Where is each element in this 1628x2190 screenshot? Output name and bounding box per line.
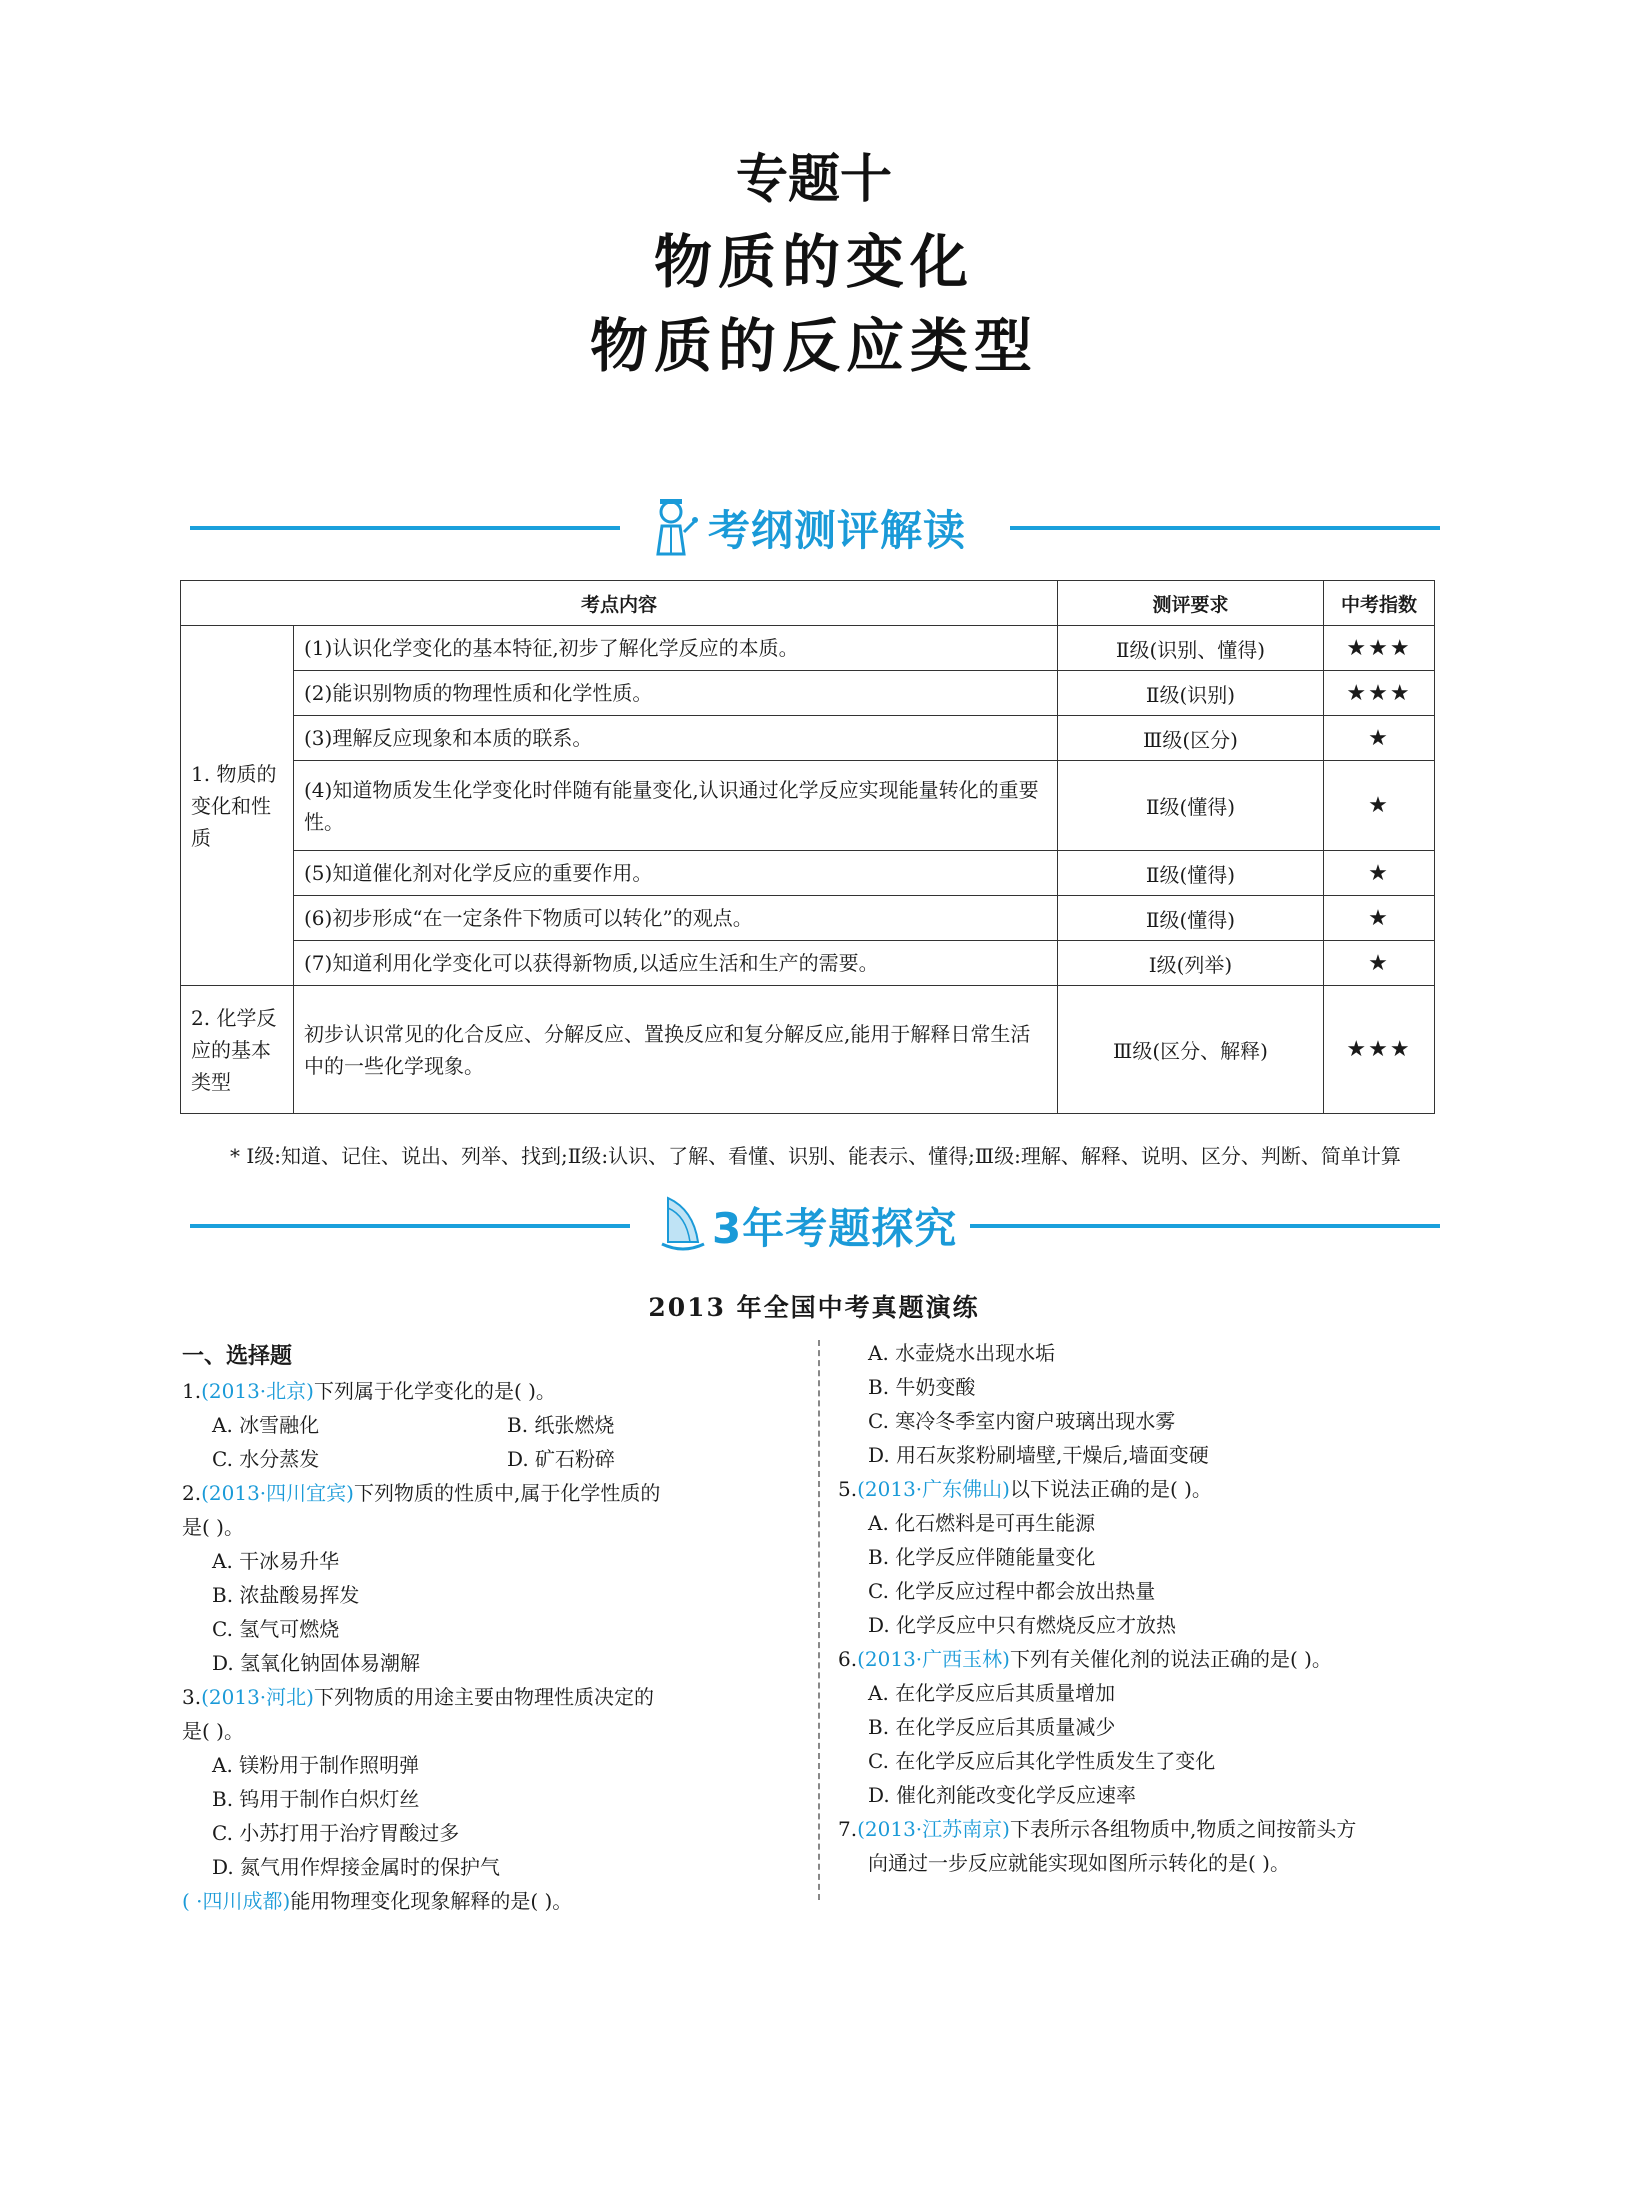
- option-a: A. 冰雪融化: [212, 1413, 320, 1437]
- topic-title: 专题十: [735, 150, 892, 210]
- row-stars: ★: [1324, 941, 1435, 986]
- table-row: [181, 986, 1435, 1114]
- option-a: A. 干冰易升华: [212, 1549, 340, 1573]
- option-b: B. 在化学反应后其质量减少: [868, 1715, 1116, 1739]
- row-req: Ⅱ级(识别、懂得): [1058, 626, 1324, 671]
- section-heading: 一、选择题: [182, 1344, 293, 1369]
- question-source: (2013·广西玉林): [857, 1647, 1010, 1671]
- question-source: ( ·四川成都): [182, 1889, 291, 1913]
- banner-line-left: [190, 526, 620, 530]
- banner-exam: [190, 1196, 1440, 1256]
- question-5: 5.(2013·广东佛山)以下说法正确的是( )。: [838, 1477, 1212, 1501]
- table-row: [181, 851, 1435, 896]
- row-text: (5)知道催化剂对化学反应的重要作用。: [294, 851, 1058, 896]
- category-cell: 2. 化学反应的基本类型: [181, 986, 294, 1114]
- option-a: A. 在化学反应后其质量增加: [868, 1681, 1116, 1705]
- row-req: Ⅰ级(列举): [1058, 941, 1324, 986]
- header-content: 考点内容: [181, 581, 1058, 626]
- table-row: [181, 941, 1435, 986]
- question-6: 6.(2013·广西玉林)下列有关催化剂的说法正确的是( )。: [838, 1647, 1332, 1671]
- option-c: C. 在化学反应后其化学性质发生了变化: [868, 1749, 1216, 1773]
- option-b: B. 牛奶变酸: [868, 1375, 976, 1399]
- banner-line-left: [190, 1224, 630, 1228]
- row-text: (4)知道物质发生化学变化时伴随有能量变化,认识通过化学反应实现能量转化的重要性。: [294, 761, 1058, 851]
- right-column: [838, 1336, 1458, 1880]
- table-row: [181, 626, 1435, 671]
- option-d: D. 化学反应中只有燃烧反应才放热: [868, 1613, 1177, 1637]
- question-source: (2013·广东佛山): [857, 1477, 1010, 1501]
- row-text: 初步认识常见的化合反应、分解反应、置换反应和复分解反应,能用于解释日常生活中的一些化学现象。: [294, 986, 1058, 1114]
- option-d: D. 矿石粉碎: [507, 1447, 616, 1471]
- banner-line-right: [970, 1224, 1440, 1228]
- main-title-1: 物质的变化: [653, 228, 974, 296]
- question-source: (2013·北京): [201, 1379, 314, 1403]
- row-text: (3)理解反应现象和本质的联系。: [294, 716, 1058, 761]
- header-index: 中考指数: [1324, 581, 1435, 626]
- option-a: A. 镁粉用于制作照明弹: [212, 1753, 420, 1777]
- question-7: 7.(2013·江苏南京)下表所示各组物质中,物质之间按箭头方: [838, 1817, 1357, 1841]
- table-row: [181, 671, 1435, 716]
- row-stars: ★: [1324, 851, 1435, 896]
- option-b: B. 纸张燃烧: [507, 1413, 615, 1437]
- main-title-2: 物质的反应类型: [589, 312, 1038, 380]
- option-b: B. 浓盐酸易挥发: [212, 1583, 360, 1607]
- banner-exam-label: 3年考题探究: [712, 1204, 958, 1253]
- table-row: [181, 761, 1435, 851]
- row-req: Ⅱ级(识别): [1058, 671, 1324, 716]
- option-d: D. 用石灰浆粉刷墙壁,干燥后,墙面变硬: [868, 1443, 1209, 1467]
- option-a: A. 水壶烧水出现水垢: [868, 1341, 1056, 1365]
- row-req: Ⅲ级(区分、解释): [1058, 986, 1324, 1114]
- question-1: 1.(2013·北京)下列属于化学变化的是( )。: [182, 1379, 556, 1403]
- banner-line-right: [1010, 526, 1440, 530]
- banner-syllabus: [190, 498, 1440, 558]
- question-stem-cont: 是( )。: [182, 1719, 244, 1743]
- row-stars: ★★★: [1324, 671, 1435, 716]
- table-row: [181, 896, 1435, 941]
- table-row: [181, 716, 1435, 761]
- question-3: 3.(2013·河北)下列物质的用途主要由物理性质决定的: [182, 1685, 654, 1709]
- row-text: (2)能识别物质的物理性质和化学性质。: [294, 671, 1058, 716]
- option-a: A. 化石燃料是可再生能源: [868, 1511, 1096, 1535]
- question-source: (2013·河北): [201, 1685, 314, 1709]
- row-req: Ⅱ级(懂得): [1058, 761, 1324, 851]
- row-req: Ⅱ级(懂得): [1058, 851, 1324, 896]
- option-d: D. 氢氧化钠固体易潮解: [212, 1651, 421, 1675]
- row-stars: ★: [1324, 761, 1435, 851]
- left-column: [182, 1340, 802, 1918]
- option-b: B. 钨用于制作白炽灯丝: [212, 1787, 420, 1811]
- scientist-icon: [640, 496, 702, 560]
- option-c: C. 水分蒸发: [212, 1447, 320, 1471]
- question-4: ( ·四川成都)能用物理变化现象解释的是( )。: [182, 1889, 573, 1913]
- row-stars: ★★★: [1324, 626, 1435, 671]
- page-titles: [0, 140, 1628, 388]
- question-2: 2.(2013·四川宜宾)下列物质的性质中,属于化学性质的: [182, 1481, 661, 1505]
- sail-icon: [660, 1194, 706, 1258]
- banner-syllabus-label: 考纲测评解读: [708, 506, 967, 555]
- option-d: D. 催化剂能改变化学反应速率: [868, 1783, 1137, 1807]
- row-text: (1)认识化学变化的基本特征,初步了解化学反应的本质。: [294, 626, 1058, 671]
- level-note: * Ⅰ级:知道、记住、说出、列举、找到;Ⅱ级:认识、了解、看懂、识别、能表示、懂得;Ⅲ级:理解、解释、说明、区分、判断、简单计算: [230, 1144, 1401, 1168]
- header-req: 测评要求: [1058, 581, 1324, 626]
- option-c: C. 小苏打用于治疗胃酸过多: [212, 1821, 460, 1845]
- question-source: (2013·江苏南京): [857, 1817, 1010, 1841]
- row-req: Ⅱ级(懂得): [1058, 896, 1324, 941]
- option-c: C. 寒冷冬季室内窗户玻璃出现水雾: [868, 1409, 1176, 1433]
- row-stars: ★: [1324, 896, 1435, 941]
- row-stars: ★★★: [1324, 986, 1435, 1114]
- question-stem-cont: 是( )。: [182, 1515, 244, 1539]
- row-req: Ⅲ级(区分): [1058, 716, 1324, 761]
- option-c: C. 化学反应过程中都会放出热量: [868, 1579, 1156, 1603]
- option-c: C. 氢气可燃烧: [212, 1617, 340, 1641]
- section-subtitle: 2013 年全国中考真题演练: [648, 1293, 980, 1322]
- category-cell: 1. 物质的变化和性质: [181, 626, 294, 986]
- options-row: [182, 1408, 802, 1442]
- options-row: [182, 1442, 802, 1476]
- row-text: (6)初步形成“在一定条件下物质可以转化”的观点。: [294, 896, 1058, 941]
- syllabus-table: [180, 580, 1435, 1114]
- option-b: B. 化学反应伴随能量变化: [868, 1545, 1096, 1569]
- question-source: (2013·四川宜宾): [201, 1481, 354, 1505]
- question-stem-cont: 向通过一步反应就能实现如图所示转化的是( )。: [868, 1851, 1290, 1875]
- row-stars: ★: [1324, 716, 1435, 761]
- option-d: D. 氮气用作焊接金属时的保护气: [212, 1855, 501, 1879]
- row-text: (7)知道利用化学变化可以获得新物质,以适应生活和生产的需要。: [294, 941, 1058, 986]
- column-divider: [818, 1340, 820, 1900]
- table-header-row: [181, 581, 1435, 626]
